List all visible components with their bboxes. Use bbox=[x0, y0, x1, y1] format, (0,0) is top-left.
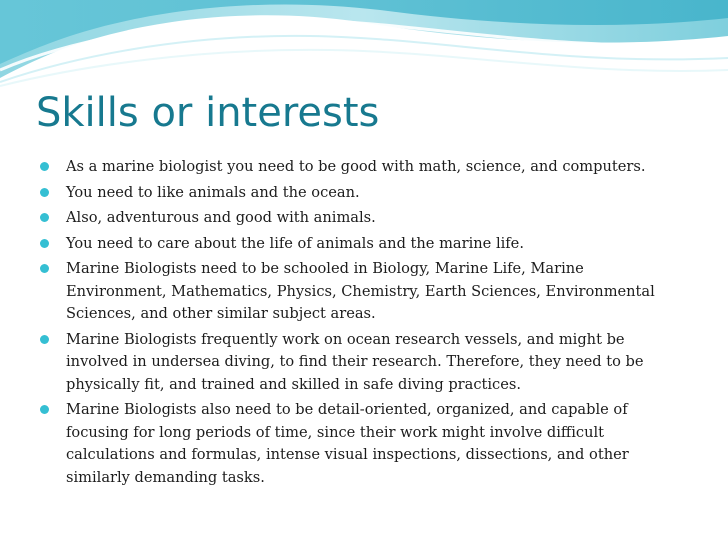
bullet-text: You need to like animals and the ocean. bbox=[66, 183, 360, 201]
bullet-item bbox=[36, 233, 686, 256]
bullet-item bbox=[36, 182, 686, 205]
bullet-text: Marine Biologists frequently work on ocean research vessels, and might be involved in undersea diving, to find their research. Therefore, they need to be physically fit, and trained and skilled in safe diving practices. bbox=[66, 330, 644, 393]
bullet-list bbox=[36, 156, 686, 492]
wave-header-decoration bbox=[0, 0, 728, 90]
slide-title: Skills or interests bbox=[36, 90, 380, 136]
bullet-text: You need to care about the life of animals and the marine life. bbox=[66, 234, 524, 252]
bullet-dot-icon bbox=[40, 405, 49, 414]
bullet-item bbox=[36, 207, 686, 230]
bullet-text: Marine Biologists also need to be detail-oriented, organized, and capable of focusing for long periods of time, since their work might involve difficult calculations and formulas, intense visual inspections, dissections, and other similarly demanding tasks. bbox=[66, 401, 629, 486]
bullet-dot-icon bbox=[40, 264, 49, 273]
bullet-dot-icon bbox=[40, 335, 49, 344]
bullet-text: Also, adventurous and good with animals. bbox=[66, 209, 376, 226]
bullet-item bbox=[36, 329, 686, 397]
bullet-item bbox=[36, 399, 686, 489]
bullet-item bbox=[36, 258, 686, 326]
bullet-text: As a marine biologist you need to be good with math, science, and computers. bbox=[66, 158, 646, 175]
bullet-text: Marine Biologists need to be schooled in Biology, Marine Life, Marine Environment, Mathematics, Physics, Chemistry, Earth Sciences, Environmental Sciences, and other similar subject areas. bbox=[66, 260, 655, 322]
bullet-dot-icon bbox=[40, 213, 49, 222]
bullet-item bbox=[36, 156, 686, 179]
bullet-dot-icon bbox=[40, 188, 49, 197]
bullet-dot-icon bbox=[40, 239, 49, 248]
bullet-dot-icon bbox=[40, 162, 49, 171]
